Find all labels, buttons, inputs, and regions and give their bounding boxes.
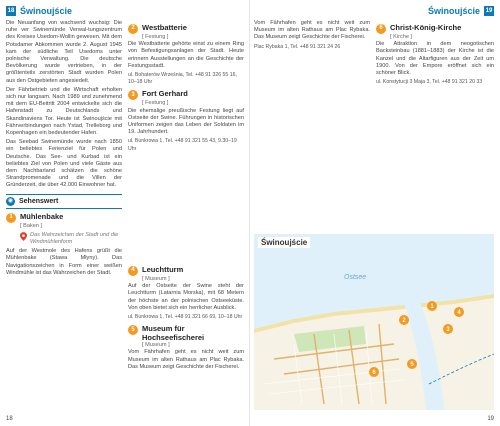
eye-icon: ◉ (6, 197, 15, 206)
map-marker-5-label: 5 (410, 362, 414, 369)
poi-title: Westbatterie (142, 23, 187, 32)
poi-number-badge: 3 (128, 90, 138, 100)
map-title: Świnoujście (258, 237, 310, 248)
poi-info: ul. Bohaterów Września, Tel. +48 91 326 55 16, 10–18 Uhr (128, 72, 237, 86)
poi-number-badge: 6 (376, 24, 386, 34)
intro-paragraph: Der Fährbetrieb und die Wirtschaft erholten sich nur langsam. Nach 1989 und zunehmend mit dem EU-Beitritt 2004 entwickelte sich die Hafenstadt zu Deutschlands und Skandinaviens Tor. Heute ist Świnoujście mit Fährverbindungen nach Ystad, Trelleborg und Kopenhagen ein bedeutender Hafen. (6, 86, 122, 137)
poi-entry-2 (128, 23, 244, 86)
poi-description: Die ehemalige preußische Festung liegt auf Ostseite der Swine. Führungen in historischen Uniformen zeigen das Leben der Soldaten im 19. Jahrhundert. (128, 107, 244, 136)
poi-type: [ Kirche ] (390, 34, 413, 40)
right-page-number: 19 (487, 416, 494, 422)
city-map (254, 234, 494, 410)
column-2-lower (128, 262, 244, 412)
intro-paragraph: Das Seebad Swinemünde wurde nach 1850 ein beliebtes Ferienziel für Polen und Deutsche. Das See- und Kurbad ist ein beliebtes Ziel von Polen und viele Gäste aus dem Nachbarland schätzen die schöne Strandpromenade und die Villen der Gründerzeit, die über 42.000 Einwohner hat. (6, 139, 122, 189)
poi-entry-1 (6, 212, 122, 277)
map-pin-icon (20, 232, 27, 241)
poi-title: Fort Gerhard (142, 89, 188, 99)
poi-description: Auf der Ostseite der Swine steht der Leuchtturm (Latarnia Morska), mit 68 Metern der höchste an der polnischen Ostseeküste. Von oben bietet sich ein herrlicher Ausblick. (128, 283, 244, 311)
page-gutter (249, 0, 250, 426)
intro-paragraph: Die Neuanfang von wachsend wuchsig: Die ruhe ver Swinemünde Verwal-tungszentrum des Kreises Usedom-Wollin gewesen. Mit dem Potsdamer Abkommen wurde 2. August 1945 kam der südliche Teil Usedoms unter polnische Verwaltung. Die deutsche Bevölkerung wurde vertrieben, in der größtenteils zerstörten Stadt wurden Polen aus den Ostgebieten angesiedelt. (6, 20, 122, 84)
map-graphic (254, 234, 494, 410)
poi-entry-5 (128, 324, 244, 371)
poi-number-badge: 4 (128, 266, 138, 276)
map-marker-6-label: 6 (372, 370, 376, 377)
column-3 (254, 20, 370, 250)
poi-type: [ Baken ] (20, 222, 43, 229)
left-page-header (6, 4, 72, 18)
poi-title: Leuchtturm (142, 265, 184, 274)
sea-label: Ostsee (344, 274, 367, 281)
poi-entry-6 (376, 23, 494, 86)
left-page-badge: 18 (7, 8, 15, 14)
poi-entry-3 (128, 89, 244, 152)
left-page-number: 18 (6, 416, 13, 422)
poi-info: ul. Bunkrowa 1, Tel. +48 91 321 55 43, 9.30–19 Uhr (128, 138, 237, 152)
poi-info: ul. Konstytucji 3 Maja 3, Tel. +48 91 321 20 33 (376, 79, 483, 86)
left-page-title: Świnoujście (20, 6, 73, 16)
poi-type: [ Festung ] (142, 34, 169, 40)
poi-number-badge: 2 (128, 24, 138, 34)
poi-type: [ Museum ] (142, 342, 170, 349)
sehenswert-section-header (6, 194, 122, 209)
poi-title: Museum für Hochseefischerei (142, 324, 205, 343)
poi-type: [ Festung ] (142, 100, 169, 107)
map-marker-1-label: 1 (430, 304, 434, 311)
poi-description: Die Attraktion in dem neogotischen Backsteinbau (1881–1883) der Kirche ist die Kanzel und die Altarfiguren aus der Zeit um 1900. Von der Empore eröffnet sich ein schöner Blick. (376, 41, 494, 77)
poi-description: Vom Fährhafen geht es nicht weit zum Museum im alten Rathaus am Plac Rybaka. Das Museum zeigt Geschichte der Fischerei. (254, 20, 370, 41)
poi-entry-4 (128, 265, 244, 321)
column-1 (6, 20, 122, 418)
column-4 (376, 20, 494, 250)
section-label: Sehenswert (19, 197, 59, 205)
poi-info: ul. Bunkrowa 1, Tel. +48 91 321 66 69, 10–18 Uhr (128, 314, 243, 321)
poi-description: Vom Fährhafen geht es nicht weit zum Museum im alten Rathaus am Plac Rybaka. Das Museum zeigt Geschichte der Fischerei. (128, 349, 244, 370)
poi-note: Das Wahrzeichen der Stadt und die Windmühlenform (20, 232, 122, 246)
poi-number-badge: 1 (6, 213, 16, 223)
map-marker-2-label: 2 (402, 318, 406, 325)
poi-description: Auf der Westmole des Hafens grüßt die Mühlenbake (Stawa Młyny). Das Navigationszeichen in Form einer weißen Windmühle ist das Wahrzeichen der Stadt. (6, 248, 122, 276)
right-page-badge: 19 (485, 8, 493, 14)
column-2 (128, 20, 244, 260)
map-marker-4-label: 4 (457, 310, 461, 317)
right-page-title: Świnoujście (427, 6, 480, 16)
poi-description: Die Westbatterie gehörte einst zu einem Ring von Befestigungsanlagen der Stadt. Heute erinnern Ausstellungen an die Geschichte der Festungsstadt. (128, 41, 244, 69)
poi-title: Christ-König-Kirche (390, 23, 462, 32)
poi-type: [ Museum ] (142, 276, 170, 282)
right-page-header (428, 4, 494, 18)
map-marker-3-label: 3 (446, 327, 450, 334)
poi-number-badge: 5 (128, 325, 138, 335)
poi-info: Plac Rybaka 1, Tel. +48 91 321 24 26 (254, 43, 341, 50)
poi-title: Mühlenbake (20, 211, 64, 221)
